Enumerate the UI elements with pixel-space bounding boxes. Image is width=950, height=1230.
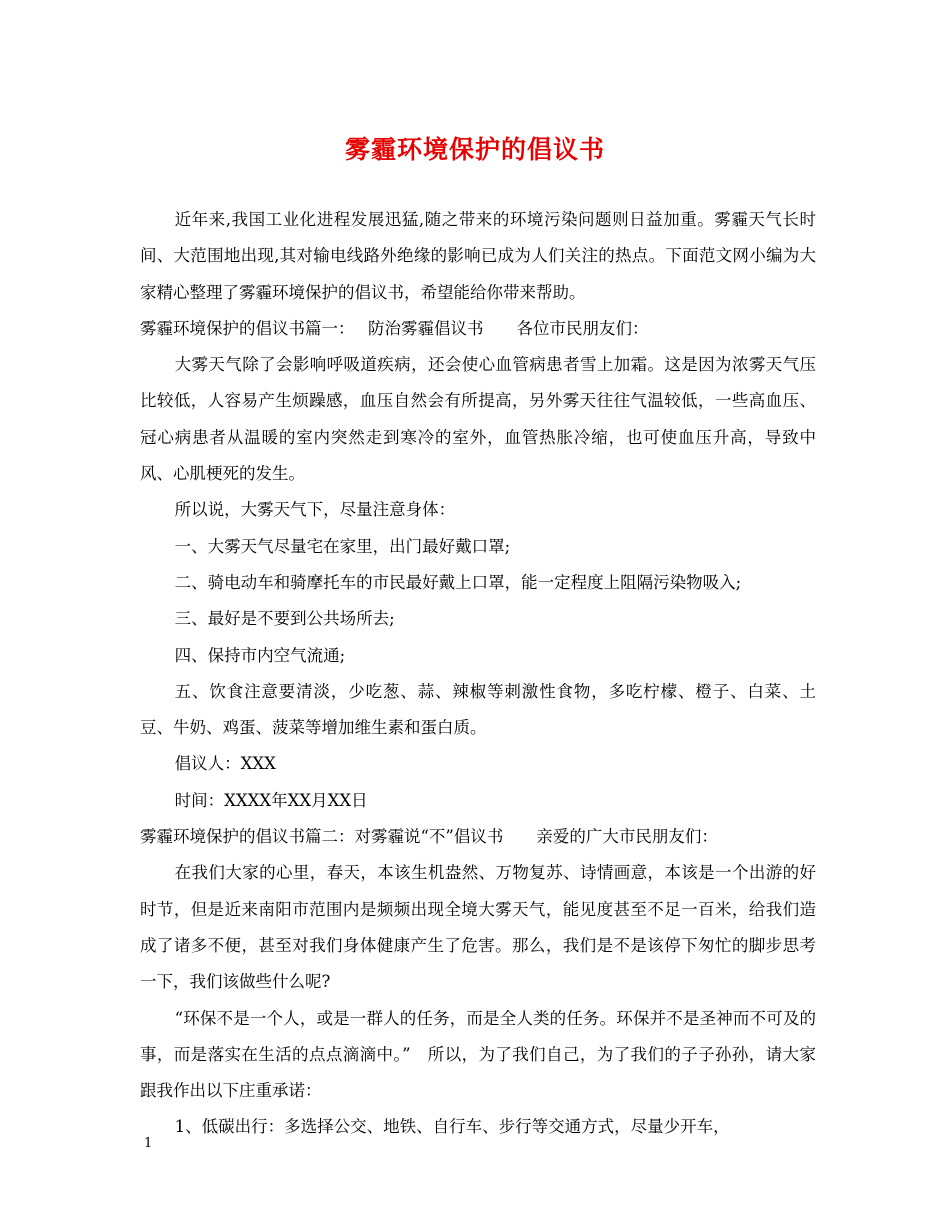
body-paragraph: 大雾天气除了会影响呼吸道疾病，还会使心血管病患者雪上加霜。这是因为浓雾天气压比较低，人容易产生烦躁感，血压自然会有所提高，另外雾天往往气温较低，一些高血压、冠心病患者从温暖的室内突然走到寒冷的室外，血管热胀冷缩，也可使血压升高，导致中风、心肌梗死的发生。: [140, 355, 816, 484]
date-line: 时间：XXXX年XX月XX日: [174, 790, 368, 810]
list-item: 二、骑电动车和骑摩托车的市民最好戴上口罩，能一定程度上阻隔污染物吸入;: [174, 572, 742, 592]
page-number: 1: [144, 1136, 153, 1151]
section-one-heading: 雾霾环境保护的倡议书篇一： 防治雾霾倡议书 各位市民朋友们：: [140, 318, 649, 338]
list-item: 五、饮食注意要清淡，少吃葱、蒜、辣椒等刺激性食物，多吃柠檬、橙子、白菜、土豆、牛奶、鸡蛋、菠菜等增加维生素和蛋白质。: [140, 681, 816, 738]
body-paragraph: 所以说，大雾天气下，尽量注意身体：: [174, 500, 456, 520]
document-title: 雾霾环境保护的倡议书: [344, 135, 605, 164]
quote-paragraph: “环保不是一个人，或是一群人的任务，而是全人类的任务。环保并不是圣神而不可及的事，而是落实在生活的点点滴滴中。” 所以，为了我们自己，为了我们的子子孙孙，请大家跟我作出以下庄重承诺：: [140, 1008, 816, 1101]
list-item: 三、最好是不要到公共场所去;: [174, 609, 395, 629]
body-paragraph: 在我们大家的心里，春天，本该生机盎然、万物复苏、诗情画意，本该是一个出游的好时节，但是近来南阳市范围内是频频出现全境大雾天气，能见度甚至不足一百米，给我们造成了诸多不便，甚至对我们身体健康产生了危害。那么，我们是不是该停下匆忙的脚步思考一下，我们该做些什么呢?: [140, 863, 816, 992]
document-body: [140, 202, 816, 1146]
list-item: 四、保持市内空气流通;: [174, 645, 346, 665]
list-item: 1、低碳出行：多选择公交、地铁、自行车、步行等交通方式，尽量少开车，: [174, 1117, 730, 1137]
list-item: 一、大雾天气尽量宅在家里，出门最好戴口罩;: [174, 536, 511, 556]
section-two-heading: 雾霾环境保护的倡议书篇二：对雾霾说“不”倡议书 亲爱的广大市民朋友们：: [140, 827, 718, 847]
initiator-line: 倡议人：XXX: [174, 754, 276, 774]
intro-paragraph: 近年来,我国工业化进程发展迅猛,随之带来的环境污染问题则日益加重。雾霾天气长时间、大范围地出现,其对输电线路外绝缘的影响已成为人们关注的热点。下面范文网小编为大家精心整理了雾霾环境保护的倡议书，希望能给你带来帮助。: [140, 210, 816, 302]
